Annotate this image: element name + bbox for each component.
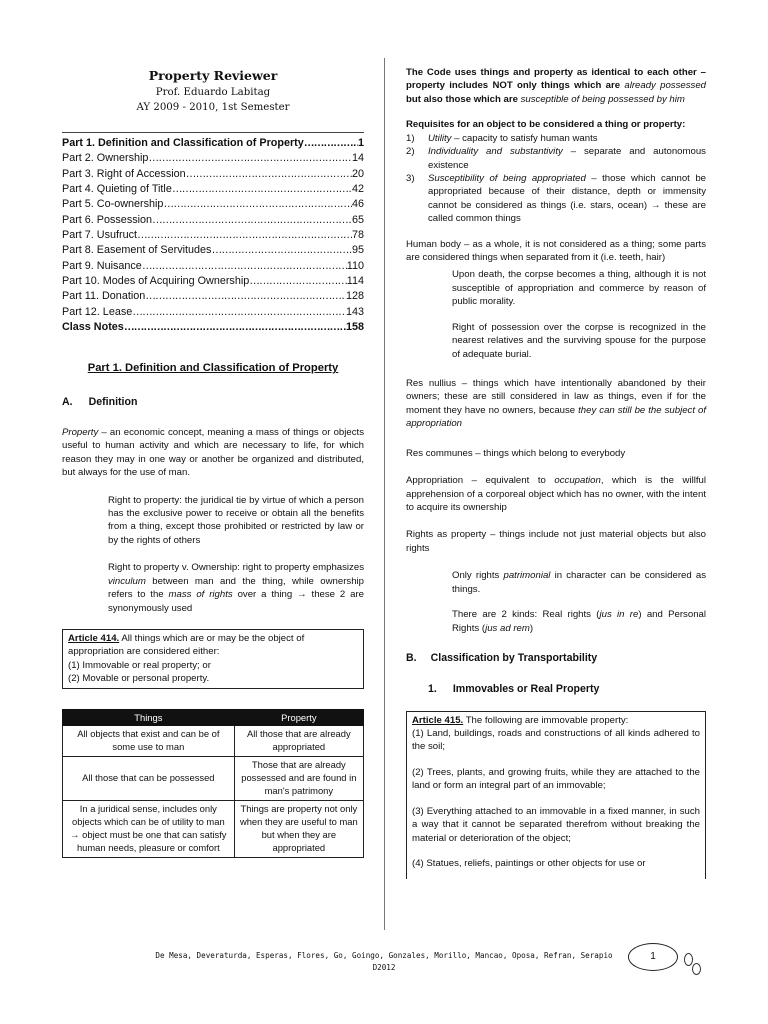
footer-code: D2012 [372,963,396,973]
res-nullius-text: Res nullius – things which have intentionally abandoned by their owners; these are still considered in law as things, even if for the moment they have no owners, because [406,378,706,416]
section-a-heading [62,395,364,410]
decorative-circle-icon [692,963,701,975]
toc-entry[interactable] [62,167,364,182]
toc-entry[interactable] [62,197,364,212]
table-header-property: Property [234,709,363,725]
toc-leader [172,182,352,197]
rtp-vs-ownership [108,561,364,615]
subsection-number: 1. [428,682,437,695]
table-cell: All those that can be possessed [63,756,235,800]
rtp-text-1: Right to property v. Ownership: right to property emphasizes [108,562,364,574]
list-number: 3) [406,172,415,184]
list-item [406,172,706,226]
table-header-row [63,709,364,725]
toc-leader [137,228,352,243]
toc-entry[interactable] [62,305,364,320]
appropriation-text-1: Appropriation – equivalent to [406,475,555,487]
table-of-contents [62,132,364,335]
toc-label: Part 3. Right of Accession [62,167,186,180]
toc-label: Part 10. Modes of Acquiring Ownership [62,275,250,288]
requisite-term: Susceptibility of being appropriated [428,172,586,184]
intro-text-1: The Code uses things and property as identical to each other – property includes NOT only things which are [406,67,706,92]
right-to-property: Right to property: the juridical tie by virtue of which a person has the exclusive power to receive or obtain all the benefits from a thing, except those prohibited or restricted by law or by the rights of others [108,494,364,546]
res-communes: Res communes – things which belong to everybody [406,447,626,459]
res-nullius [406,377,706,431]
subsection-1-heading [428,682,706,697]
requisites-list [406,132,706,226]
table-header-things: Things [63,709,235,725]
patrimonial-rights [452,569,706,596]
toc-page: 158 [345,321,364,334]
patrimonial-italic: patrimonial [503,570,551,582]
toc-page: 114 [346,275,364,288]
doc-author: Prof. Eduardo Labitag [155,86,271,98]
requisite-term: Individuality and substantivity [428,146,563,158]
requisites-title: Requisites for an object to be considered a thing or property: [406,119,686,131]
corpse-possession-note: Right of possession over the corpse is recognized in the nearest relatives and the surviving spouse for the purpose of adequate burial. [452,321,706,360]
table-row [63,725,364,756]
toc-leader [124,320,346,335]
table-row [63,756,364,800]
column-divider [384,58,385,930]
doc-title: Property Reviewer [148,68,278,83]
doc-term: AY 2009 - 2010, 1st Semester [136,102,290,114]
toc-page: 14 [351,152,364,165]
toc-label: Part 2. Ownership [62,152,149,165]
article-414-item: (1) Immovable or real property; or [68,659,211,671]
toc-leader [142,259,347,274]
two-kinds-rights [452,608,706,635]
table-row [63,800,364,857]
table-cell: All those that are already appropriated [234,725,363,756]
rtp-mass: mass of rights [168,589,233,601]
list-number: 1) [406,132,415,144]
article-414-label: Article 414. [68,632,120,644]
appropriation-italic: occupation [554,475,601,487]
property-def-text: – an economic concept, meaning a mass of things or objects useful to human activity and which are necessary to life, for which reason they may in one way or another be organized and distributed, but always for the use of man. [62,426,364,479]
toc-entry[interactable] [62,274,364,289]
things-property-table [62,709,364,858]
article-414-box [62,629,364,689]
toc-label: Part 7. Usufruct [62,229,138,242]
toc-entry[interactable] [62,182,364,197]
two-kinds-text-1: There are 2 kinds: Real rights ( [452,609,600,621]
toc-page: 1 [357,137,364,150]
requisite-text: – those which cannot be appropriated because of their distance, depth or immensity cannot be considered as things (i.e. stars, ocean) → these are called common things [428,172,706,225]
section-b-heading [406,651,706,666]
article-415-item: (4) Statues, reliefs, paintings or other objects for use or [412,857,646,869]
intro-italic-1: already possessed [624,80,707,92]
toc-label: Part 4. Quieting of Title [62,183,172,196]
intro-text-2: but also those which are [406,93,521,105]
human-body: Human body – as a whole, it is not considered as a thing; some parts are considered things when separated from it (i.e. teeth, hair) [406,238,706,264]
part-heading: Part 1. Definition and Classification of Property [87,362,339,375]
article-415-item: (2) Trees, plants, and growing fruits, while they are attached to the land or form an integral part of an immovable; [412,766,700,792]
toc-leader [211,243,352,258]
left-column [62,66,364,858]
toc-page: 95 [351,244,364,257]
toc-entry[interactable] [62,228,364,243]
right-column [406,66,706,879]
toc-leader [132,305,346,320]
toc-label: Part 8. Easement of Servitudes [62,244,212,257]
toc-label: Class Notes [62,321,124,334]
article-414-item: (2) Movable or personal property. [68,673,210,685]
patrimonial-text-1: Only rights [452,570,504,582]
table-cell: All objects that exist and can be of some use to man [63,725,235,756]
article-415-intro [412,714,700,727]
toc-entry[interactable] [62,259,364,274]
two-kinds-text-3: ) [529,622,534,634]
two-kinds-italic-1: jus in re [599,609,639,621]
rights-as-property: Rights as property – things include not just material objects but also rights [406,529,706,554]
article-415-item: (1) Land, buildings, roads and constructions of all kinds adhered to the soil; [412,728,700,753]
toc-page: 128 [345,290,364,303]
table-cell: Those that are already possessed and are found in man's patrimony [234,756,363,800]
article-415-item: (3) Everything attached to an immovable in a fixed manner, in such a way that it cannot be separated therefrom without breaking the material or deterioration of the object; [412,805,700,844]
footer-authors: De Mesa, Deveraturda, Esperas, Flores, Go, Goingo, Gonzales, Morillo, Mancao, Oposa, Refran, Serapio [155,951,613,960]
toc-leader [152,213,352,228]
toc-leader [249,274,347,289]
appropriation-text-2: , which is the willful apprehension of a corporeal object which has no owner, with the intent to acquire its ownership [406,475,706,513]
list-number: 2) [406,146,415,158]
toc-leader [145,289,346,304]
toc-label: Part 12. Lease [62,305,133,318]
article-415-box [406,711,706,879]
rtp-text-2: between man and the thing, while ownership refers to the [108,575,364,601]
toc-leader [304,136,358,151]
toc-entry[interactable] [62,136,364,151]
toc-page: 78 [351,229,364,242]
toc-leader [148,151,352,166]
toc-label: Part 1. Definition and Classification of Property [62,137,304,150]
table-cell: In a juridical sense, includes only objects which can be of utility to man → object must be one that can satisfy human needs, pleasure or comfort [63,800,235,857]
requisite-text: – separate and autonomous existence [428,146,706,171]
two-kinds-text-2: ) and Personal Rights ( [452,609,706,634]
section-title: Classification by Transportability [430,651,598,664]
corpse-note: Upon death, the corpse becomes a thing, although it is not susceptible of appropriation and commerce by reason of public morality. [452,269,706,308]
property-term: Property [62,426,99,438]
toc-page: 65 [351,213,364,226]
patrimonial-text-2: in character can be considered as things. [452,570,706,595]
toc-page: 110 [346,259,364,272]
section-letter: A. [62,396,73,409]
intro-italic-2: susceptible of being possessed by him [520,93,685,105]
appropriation [406,474,706,514]
two-kinds-italic-2: jus ad rem [485,622,530,634]
rtp-text-3: over a thing → these 2 are synonymously used [108,589,364,614]
res-nullius-italic: they can still be the subject of appropriation [406,404,707,430]
section-letter: B. [406,651,417,664]
code-intro [406,66,706,106]
toc-label: Part 6. Possession [62,213,153,226]
toc-page: 42 [351,183,364,196]
article-415-label: Article 415. [412,714,464,726]
decorative-circle-icon [684,953,693,966]
subsection-title: Immovables or Real Property [452,682,600,695]
article-414-intro [68,632,358,659]
toc-label: Part 5. Co-ownership [62,198,164,211]
list-item [406,132,706,145]
article-414-text: All things which are or may be the object of appropriation are considered either: [68,632,305,658]
toc-page: 143 [345,305,364,318]
table-cell: Things are property not only when they are useful to man but when they are appropriated [234,800,363,857]
toc-leader [163,197,352,212]
section-title: Definition [88,396,138,409]
toc-label: Part 11. Donation [62,290,146,303]
list-item [406,145,706,172]
requisite-text: – capacity to satisfy human wants [451,132,598,144]
property-definition [62,426,364,480]
page-number: 1 [628,943,678,971]
toc-label: Part 9. Nuisance [62,259,142,272]
toc-page: 20 [351,167,364,180]
article-415-text: The following are immovable property: [463,714,629,726]
requisite-term: Utility [428,132,452,144]
toc-entry[interactable] [62,213,364,228]
toc-leader [186,167,352,182]
toc-entry[interactable] [62,320,364,335]
toc-entry[interactable] [62,151,364,166]
toc-entry[interactable] [62,289,364,304]
toc-page: 46 [351,198,364,211]
rtp-vinculum: vinculum [108,575,146,587]
toc-entry[interactable] [62,243,364,258]
